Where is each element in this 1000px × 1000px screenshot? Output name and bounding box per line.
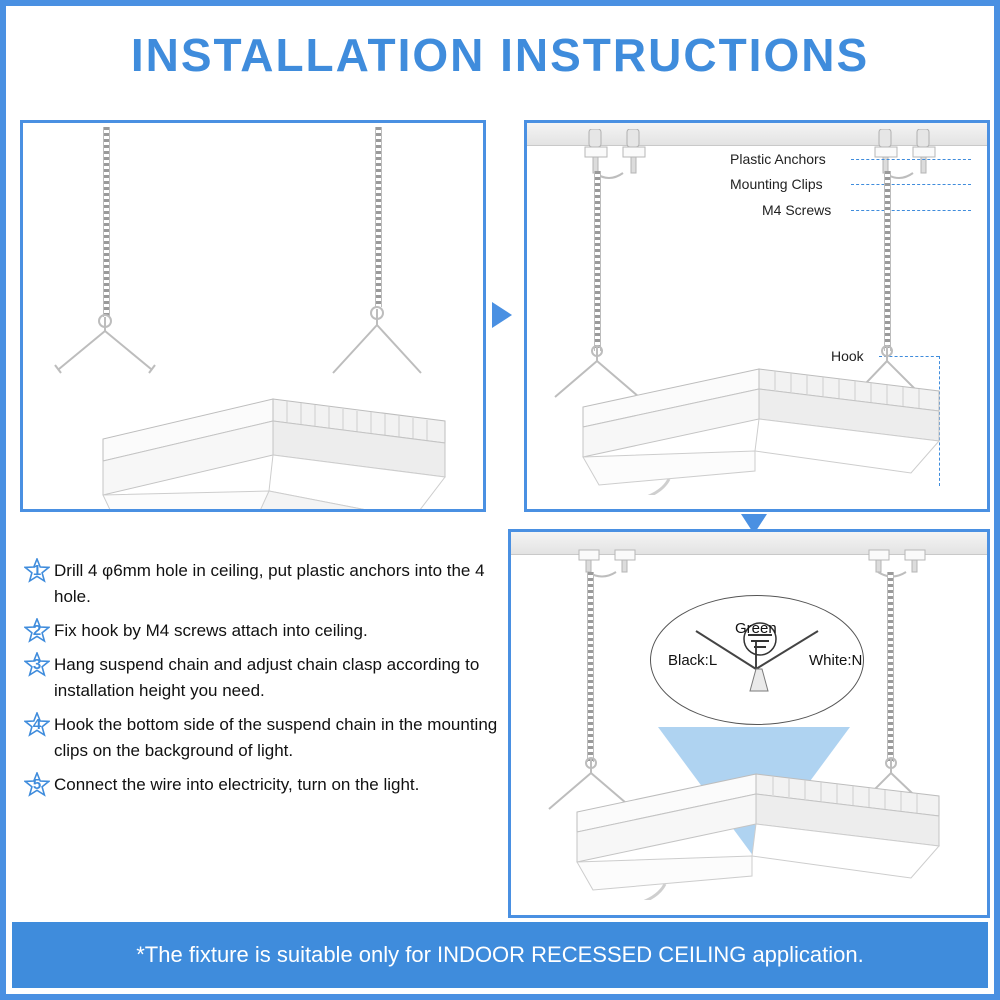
step-number: 3 <box>32 656 42 673</box>
led-fixture <box>73 391 473 512</box>
chain-right-panel3 <box>887 572 894 762</box>
callout-hook: Hook <box>831 348 864 364</box>
page-title: INSTALLATION INSTRUCTIONS <box>130 29 870 81</box>
mounting-hardware-left <box>567 129 687 199</box>
step-number: 4 <box>32 716 42 733</box>
callout-plastic-anchors: Plastic Anchors <box>730 151 826 167</box>
callout-line-screws <box>851 210 971 211</box>
panel-step1 <box>20 120 486 512</box>
list-item <box>24 618 504 644</box>
wire-label-black: Black:L <box>668 652 718 669</box>
step-badge-3 <box>24 652 50 678</box>
mounting-hardware-right-panel3 <box>851 540 961 590</box>
step-badge-1 <box>24 558 50 584</box>
arrow-step1-to-step2 <box>492 302 512 328</box>
step-badge-5 <box>24 772 50 798</box>
step-badge-4 <box>24 712 50 738</box>
wire-label-white: White:N <box>809 652 863 669</box>
fixture-illustration <box>73 391 473 512</box>
wire-label-green: Green <box>735 620 777 637</box>
callout-line-clips <box>851 184 971 185</box>
mounting-hardware-left-panel3 <box>561 540 671 590</box>
led-fixture-panel3 <box>541 760 971 900</box>
callout-m4-screws: M4 Screws <box>762 202 832 218</box>
steps-list <box>24 558 504 806</box>
step-text: Connect the wire into electricity, turn on the light. <box>54 775 420 794</box>
hanger-left-icon <box>47 313 167 383</box>
chain-left-panel3 <box>587 572 594 762</box>
chain-right-panel2 <box>884 171 891 351</box>
step-number: 1 <box>32 562 42 579</box>
list-item <box>24 712 504 764</box>
panel-step3 <box>508 529 990 918</box>
step-text: Fix hook by M4 screws attach into ceiling. <box>54 621 368 640</box>
callout-line-anchors <box>851 159 971 160</box>
step-text: Hang suspend chain and adjust chain clasp according to installation height you need. <box>54 655 480 700</box>
chain-left-panel2 <box>594 171 601 351</box>
list-item <box>24 652 504 704</box>
step-badge-2 <box>24 618 50 644</box>
led-fixture-panel2 <box>549 355 969 495</box>
hanger-right-icon <box>319 305 439 385</box>
mounting-hardware-right <box>857 129 977 199</box>
list-item <box>24 558 504 610</box>
list-item <box>24 772 504 798</box>
step-number: 5 <box>32 776 42 793</box>
step-text: Hook the bottom side of the suspend chain in the mounting clips on the background of light. <box>54 715 498 760</box>
chain-left <box>103 127 110 317</box>
step-number: 2 <box>32 622 42 639</box>
callout-mounting-clips: Mounting Clips <box>730 176 823 192</box>
panel-step2 <box>524 120 990 512</box>
step-text: Drill 4 φ6mm hole in ceiling, put plastic anchors into the 4 hole. <box>54 561 485 606</box>
chain-right <box>375 127 382 307</box>
footer-note: *The fixture is suitable only for INDOOR RECESSED CEILING application. <box>12 922 988 988</box>
